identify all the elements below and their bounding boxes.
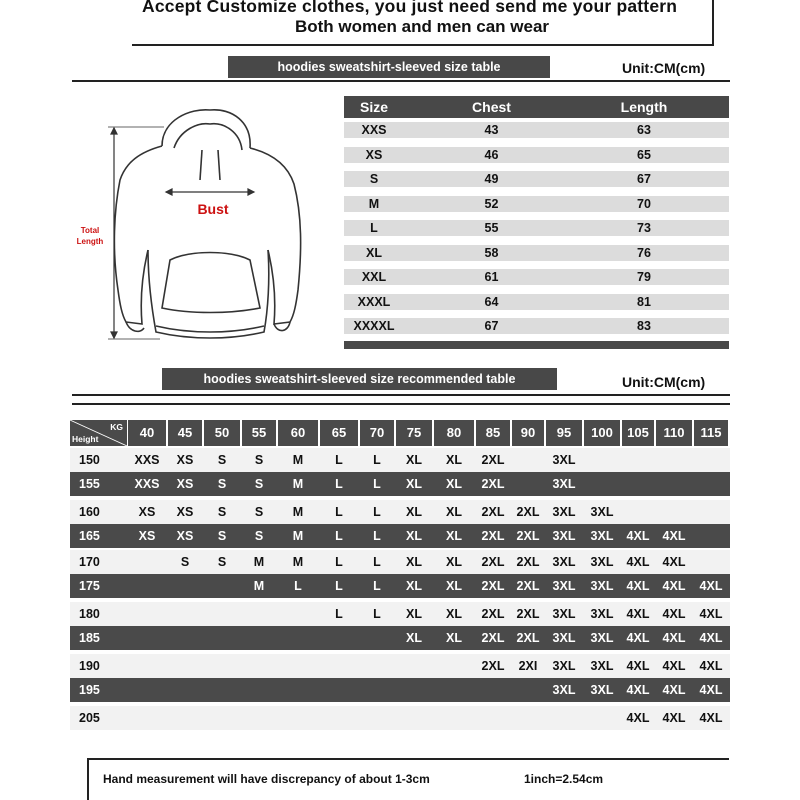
size-recommendation-cell: 3XL (552, 529, 576, 543)
weight-header-cell: 65 (320, 420, 358, 446)
height-row (70, 448, 730, 472)
height-cell: 160 (79, 505, 100, 519)
hoodie-illustration (70, 100, 340, 350)
size-recommendation-cell: 2XL (516, 607, 540, 621)
column-header-size: Size (359, 99, 388, 115)
size-cell: M (368, 196, 380, 211)
size-recommendation-cell: XL (446, 505, 462, 519)
height-cell: 165 (79, 529, 100, 543)
recommend-table (70, 420, 730, 738)
length-cell: 70 (637, 196, 651, 211)
size-recommendation-cell: 3XL (552, 555, 576, 569)
height-cell: 150 (79, 453, 100, 467)
size-recommendation-cell: XS (138, 529, 156, 543)
size-recommendation-cell: 3XL (590, 659, 614, 673)
header-banner (132, 0, 714, 46)
size-recommendation-cell: 4XL (699, 683, 723, 697)
size-recommendation-cell: 3XL (590, 555, 614, 569)
table-corner (70, 420, 127, 446)
size-recommendation-cell: XL (446, 579, 462, 593)
size-row (344, 143, 729, 168)
size-recommendation-cell: L (335, 607, 343, 621)
chest-cell: 64 (484, 294, 499, 309)
size-recommendation-cell: M (253, 579, 265, 593)
size-recommendation-cell: M (292, 505, 304, 519)
size-recommendation-cell: L (373, 505, 381, 519)
size-recommendation-cell: S (254, 453, 264, 467)
weight-header-cell: 70 (360, 420, 394, 446)
size-row (344, 265, 729, 290)
weight-header-cell: 85 (476, 420, 510, 446)
footer-conversion: 1inch=2.54cm (524, 772, 604, 786)
weight-header-cell: 45 (168, 420, 202, 446)
size-recommendation-cell: M (292, 477, 304, 491)
size-recommendation-cell: 2XL (481, 579, 505, 593)
height-row (70, 524, 730, 548)
size-recommendation-cell: 4XL (626, 711, 650, 725)
size-recommendation-cell: XL (406, 579, 422, 593)
size-recommendation-cell: 2XL (481, 477, 505, 491)
size-recommendation-cell: 4XL (662, 683, 686, 697)
chest-cell: 67 (484, 319, 499, 333)
size-recommendation-cell: L (373, 579, 381, 593)
divider (72, 394, 730, 396)
footer-note: Hand measurement will have discrepancy of about 1-3cm (103, 772, 430, 786)
size-cell: S (369, 172, 379, 186)
size-recommendation-cell: 4XL (662, 711, 686, 725)
size-recommendation-cell: 4XL (662, 659, 686, 673)
size-recommendation-cell: 2XL (516, 579, 540, 593)
size-recommendation-cell: 4XL (662, 555, 686, 569)
size-recommendation-cell: S (217, 555, 227, 569)
chest-cell: 61 (484, 270, 499, 284)
size-row (344, 167, 729, 192)
length-cell: 73 (637, 221, 651, 235)
size-cell: XXXXL (353, 319, 395, 333)
divider (72, 80, 730, 82)
height-cell: 155 (79, 477, 100, 491)
height-row (70, 626, 730, 650)
height-row (70, 706, 730, 730)
size-recommendation-cell: XL (406, 477, 422, 491)
size-cell: XXXL (357, 294, 391, 309)
size-recommendation-cell: XL (446, 477, 462, 491)
size-recommendation-cell: L (373, 453, 381, 467)
size-recommendation-cell: 4XL (626, 579, 650, 593)
height-cell: 185 (79, 631, 100, 645)
size-recommendation-cell: 4XL (699, 579, 723, 593)
size-recommendation-cell: XL (406, 505, 422, 519)
size-cell: XXS (361, 123, 387, 137)
weight-header-cell: 50 (204, 420, 240, 446)
length-cell: 81 (637, 294, 651, 309)
chest-cell: 49 (484, 172, 499, 186)
weight-header-cell: 40 (128, 420, 166, 446)
size-recommendation-cell: 2XL (481, 631, 505, 645)
length-cell: 67 (637, 172, 651, 186)
size-recommendation-cell: 3XL (552, 579, 576, 593)
size-recommendation-cell: L (373, 529, 381, 543)
size-recommendation-cell: 2XL (516, 505, 540, 519)
chest-cell: 55 (484, 221, 499, 235)
length-cell: 65 (637, 147, 651, 162)
size-table (344, 96, 729, 349)
weight-header-cell: 110 (656, 420, 692, 446)
size-recommendation-cell: 3XL (552, 683, 576, 697)
size-recommendation-cell: S (217, 505, 227, 519)
size-recommendation-cell: 3XL (590, 529, 614, 543)
size-row (344, 192, 729, 217)
size-recommendation-cell: 2XL (516, 631, 540, 645)
size-recommendation-cell: S (254, 505, 264, 519)
size-row (344, 241, 729, 266)
weight-header-cell: 60 (278, 420, 318, 446)
height-row (70, 500, 730, 524)
divider (72, 403, 730, 405)
size-recommendation-cell: 3XL (590, 579, 614, 593)
weight-header-cell: 55 (242, 420, 276, 446)
size-recommendation-cell: XL (446, 529, 462, 543)
size-recommendation-cell: 2XL (481, 453, 505, 467)
size-recommendation-cell: 4XL (626, 607, 650, 621)
size-recommendation-cell: XL (406, 529, 422, 543)
size-recommendation-cell: 4XL (662, 579, 686, 593)
size-recommendation-cell: S (217, 477, 227, 491)
size-row (344, 216, 729, 241)
size-recommendation-cell: 4XL (626, 555, 650, 569)
size-cell: XL (366, 245, 382, 260)
size-recommendation-cell: 3XL (590, 683, 614, 697)
length-cell: 76 (637, 245, 651, 260)
size-recommendation-cell: 2XL (516, 529, 540, 543)
chest-cell: 58 (484, 245, 499, 260)
size-recommendation-cell: 3XL (590, 631, 614, 645)
weight-header-cell: 95 (546, 420, 582, 446)
size-recommendation-cell: XS (176, 505, 194, 519)
size-recommendation-cell: L (373, 477, 381, 491)
size-table-body (344, 118, 729, 339)
weight-header-cell: 75 (396, 420, 432, 446)
length-cell: 63 (637, 123, 651, 137)
size-recommendation-cell: 4XL (699, 659, 723, 673)
height-cell: 180 (79, 607, 100, 621)
size-table-header (344, 96, 729, 118)
size-recommendation-cell: L (335, 529, 343, 543)
length-cell: 83 (637, 319, 651, 333)
height-row (70, 602, 730, 626)
footer-box (87, 758, 729, 800)
chest-cell: 52 (484, 196, 499, 211)
size-recommendation-cell: 2XL (481, 555, 505, 569)
size-recommendation-cell: 3XL (552, 659, 576, 673)
size-recommendation-cell: XS (138, 505, 156, 519)
size-table-title: hoodies sweatshirt-sleeved size table (228, 56, 550, 78)
recommend-table-title: hoodies sweatshirt-sleeved size recommended table (162, 368, 557, 390)
size-recommendation-cell: XL (446, 453, 462, 467)
size-recommendation-cell: 2XI (518, 659, 538, 673)
size-recommendation-cell: L (373, 555, 381, 569)
size-recommendation-cell: L (294, 579, 302, 593)
size-cell: L (370, 221, 378, 235)
length-cell: 79 (637, 270, 651, 284)
length-label-top: Total (80, 226, 100, 235)
chest-cell: 43 (484, 123, 499, 137)
size-recommendation-cell: 2XL (481, 529, 505, 543)
height-cell: 170 (79, 555, 100, 569)
size-recommendation-cell: XXS (134, 477, 160, 491)
size-recommendation-cell: 3XL (552, 631, 576, 645)
size-recommendation-cell: 3XL (552, 607, 576, 621)
size-recommendation-cell: 2XL (481, 505, 505, 519)
size-table-unit: Unit:CM(cm) (622, 60, 706, 76)
size-row (344, 314, 729, 339)
chest-cell: 46 (484, 147, 499, 162)
height-cell: 205 (79, 711, 100, 725)
size-recommendation-cell: 4XL (699, 607, 723, 621)
size-recommendation-cell: M (292, 555, 304, 569)
size-recommendation-cell: 4XL (626, 659, 650, 673)
weight-header-cell: 105 (622, 420, 654, 446)
size-recommendation-cell: 3XL (552, 505, 576, 519)
size-recommendation-cell: 2XL (516, 555, 540, 569)
size-recommendation-cell: 3XL (590, 505, 614, 519)
hoodie-diagram (70, 100, 340, 350)
size-recommendation-cell: 4XL (662, 607, 686, 621)
size-recommendation-cell: 4XL (699, 631, 723, 645)
size-recommendation-cell: XL (446, 607, 462, 621)
height-cell: 190 (79, 659, 100, 673)
size-recommendation-cell: L (335, 453, 343, 467)
corner-height-label: Height (72, 434, 99, 444)
height-row (70, 574, 730, 598)
size-recommendation-cell: 4XL (626, 529, 650, 543)
size-row (344, 118, 729, 143)
size-recommendation-cell: S (217, 529, 227, 543)
size-recommendation-cell: S (180, 555, 190, 569)
weight-header-cell: 100 (584, 420, 620, 446)
length-label-bottom: Length (76, 237, 104, 246)
size-recommendation-cell: 2XL (481, 659, 505, 673)
size-recommendation-cell: S (217, 453, 227, 467)
height-row (70, 550, 730, 574)
height-cell: 195 (79, 683, 100, 697)
size-recommendation-cell: 3XL (552, 477, 576, 491)
size-cell: XS (365, 147, 383, 162)
size-recommendation-cell: XL (406, 631, 422, 645)
size-recommendation-cell: 4XL (626, 683, 650, 697)
weight-header-cell: 80 (434, 420, 474, 446)
recommend-table-unit: Unit:CM(cm) (622, 374, 706, 390)
size-recommendation-cell: 3XL (552, 453, 576, 467)
size-recommendation-cell: 3XL (590, 607, 614, 621)
size-recommendation-cell: L (335, 555, 343, 569)
weight-header-cell: 90 (512, 420, 544, 446)
size-recommendation-cell: XXS (134, 453, 160, 467)
header-line-1: Accept Customize clothes, you just need send me your pattern (142, 0, 678, 16)
header-line-2: Both women and men can wear (294, 17, 550, 36)
size-recommendation-cell: S (254, 529, 264, 543)
size-recommendation-cell: XL (446, 555, 462, 569)
size-recommendation-cell: XL (406, 607, 422, 621)
bust-label: Bust (197, 201, 229, 217)
size-recommendation-cell: XL (406, 555, 422, 569)
size-recommendation-cell: 4XL (699, 711, 723, 725)
size-recommendation-cell: XL (446, 631, 462, 645)
column-header-chest: Chest (472, 99, 511, 115)
size-recommendation-cell: 2XL (481, 607, 505, 621)
size-recommendation-cell: XL (406, 453, 422, 467)
size-recommendation-cell: XS (176, 477, 194, 491)
size-recommendation-cell: L (373, 607, 381, 621)
size-recommendation-cell: L (335, 505, 343, 519)
height-row (70, 678, 730, 702)
size-recommendation-cell: M (253, 555, 265, 569)
size-recommendation-cell: 4XL (662, 529, 686, 543)
size-recommendation-cell: XS (176, 529, 194, 543)
size-recommendation-cell: M (292, 529, 304, 543)
height-cell: 175 (79, 579, 100, 593)
column-header-length: Length (620, 99, 668, 115)
size-recommendation-cell: L (335, 477, 343, 491)
weight-header-row (70, 420, 730, 446)
corner-kg-label: KG (110, 422, 123, 432)
size-recommendation-cell: L (335, 579, 343, 593)
size-row (344, 290, 729, 315)
weight-header-cell: 115 (694, 420, 728, 446)
size-recommendation-cell: S (254, 477, 264, 491)
size-table-footer-bar (344, 341, 729, 349)
height-row (70, 472, 730, 496)
size-recommendation-cell: 4XL (662, 631, 686, 645)
size-cell: XXL (361, 270, 387, 284)
size-recommendation-cell: 4XL (626, 631, 650, 645)
size-recommendation-cell: M (292, 453, 304, 467)
height-row (70, 654, 730, 678)
size-recommendation-cell: XS (176, 453, 194, 467)
